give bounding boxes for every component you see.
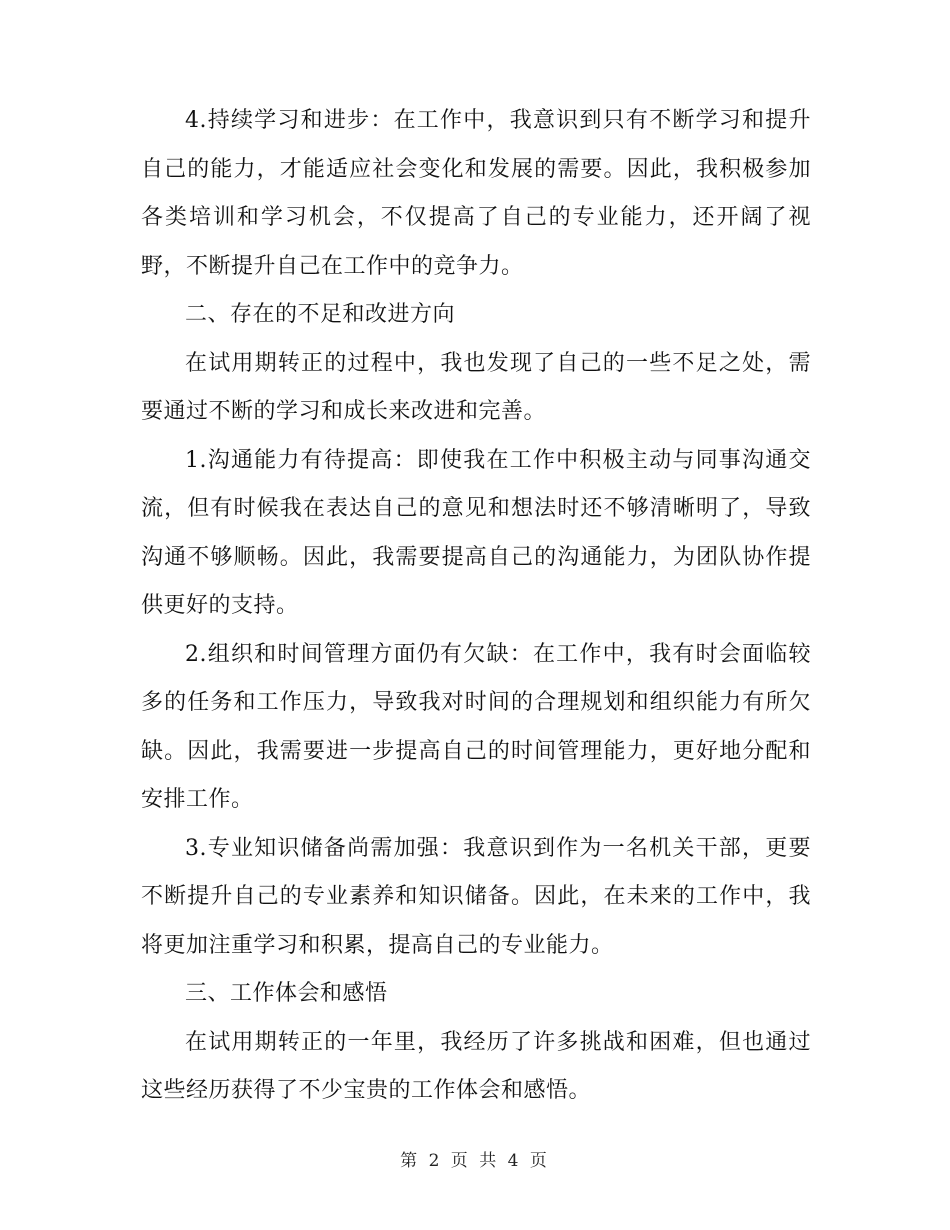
paragraph-professional-knowledge: 3.专业知识储备尚需加强：我意识到作为一名机关干部，更要不断提升自己的专业素养和知识储备。因此，在未来的工作中，我将更加注重学习和积累，提高自己的专业能力。 <box>141 835 811 958</box>
paragraph-communication: 1.沟通能力有待提高：即使我在工作中积极主动与同事沟通交流，但有时候我在表达自己的意见和想法时还不够清晰明了，导致沟通不够顺畅。因此，我需要提高自己的沟通能力，为团队协作提供更好的支持。 <box>141 447 811 618</box>
paragraph-shortcomings-intro: 在试用期转正的过程中，我也发现了自己的一些不足之处，需要通过不断的学习和成长来改进和完善。 <box>141 350 811 424</box>
page-footer: 第 2 页 共 4 页 <box>400 1151 550 1171</box>
paragraph-experience-intro: 在试用期转正的一年里，我经历了许多挑战和困难，但也通过这些经历获得了不少宝贵的工作体会和感悟。 <box>141 1029 811 1103</box>
paragraph-continuous-learning: 4.持续学习和进步：在工作中，我意识到只有不断学习和提升自己的能力，才能适应社会变化和发展的需要。因此，我积极参加各类培训和学习机会，不仅提高了自己的专业能力，还开阔了视野，不断提升自己在工作中的竞争力。 <box>141 108 811 279</box>
section-heading-experience: 三、工作体会和感悟 <box>185 981 388 1006</box>
document-body <box>141 97 811 1116</box>
paragraph-time-management: 2.组织和时间管理方面仍有欠缺：在工作中，我有时会面临较多的任务和工作压力，导致我对时间的合理规划和组织能力有所欠缺。因此，我需要进一步提高自己的时间管理能力，更好地分配和安排工作。 <box>141 641 811 812</box>
section-heading-shortcomings: 二、存在的不足和改进方向 <box>185 302 456 327</box>
